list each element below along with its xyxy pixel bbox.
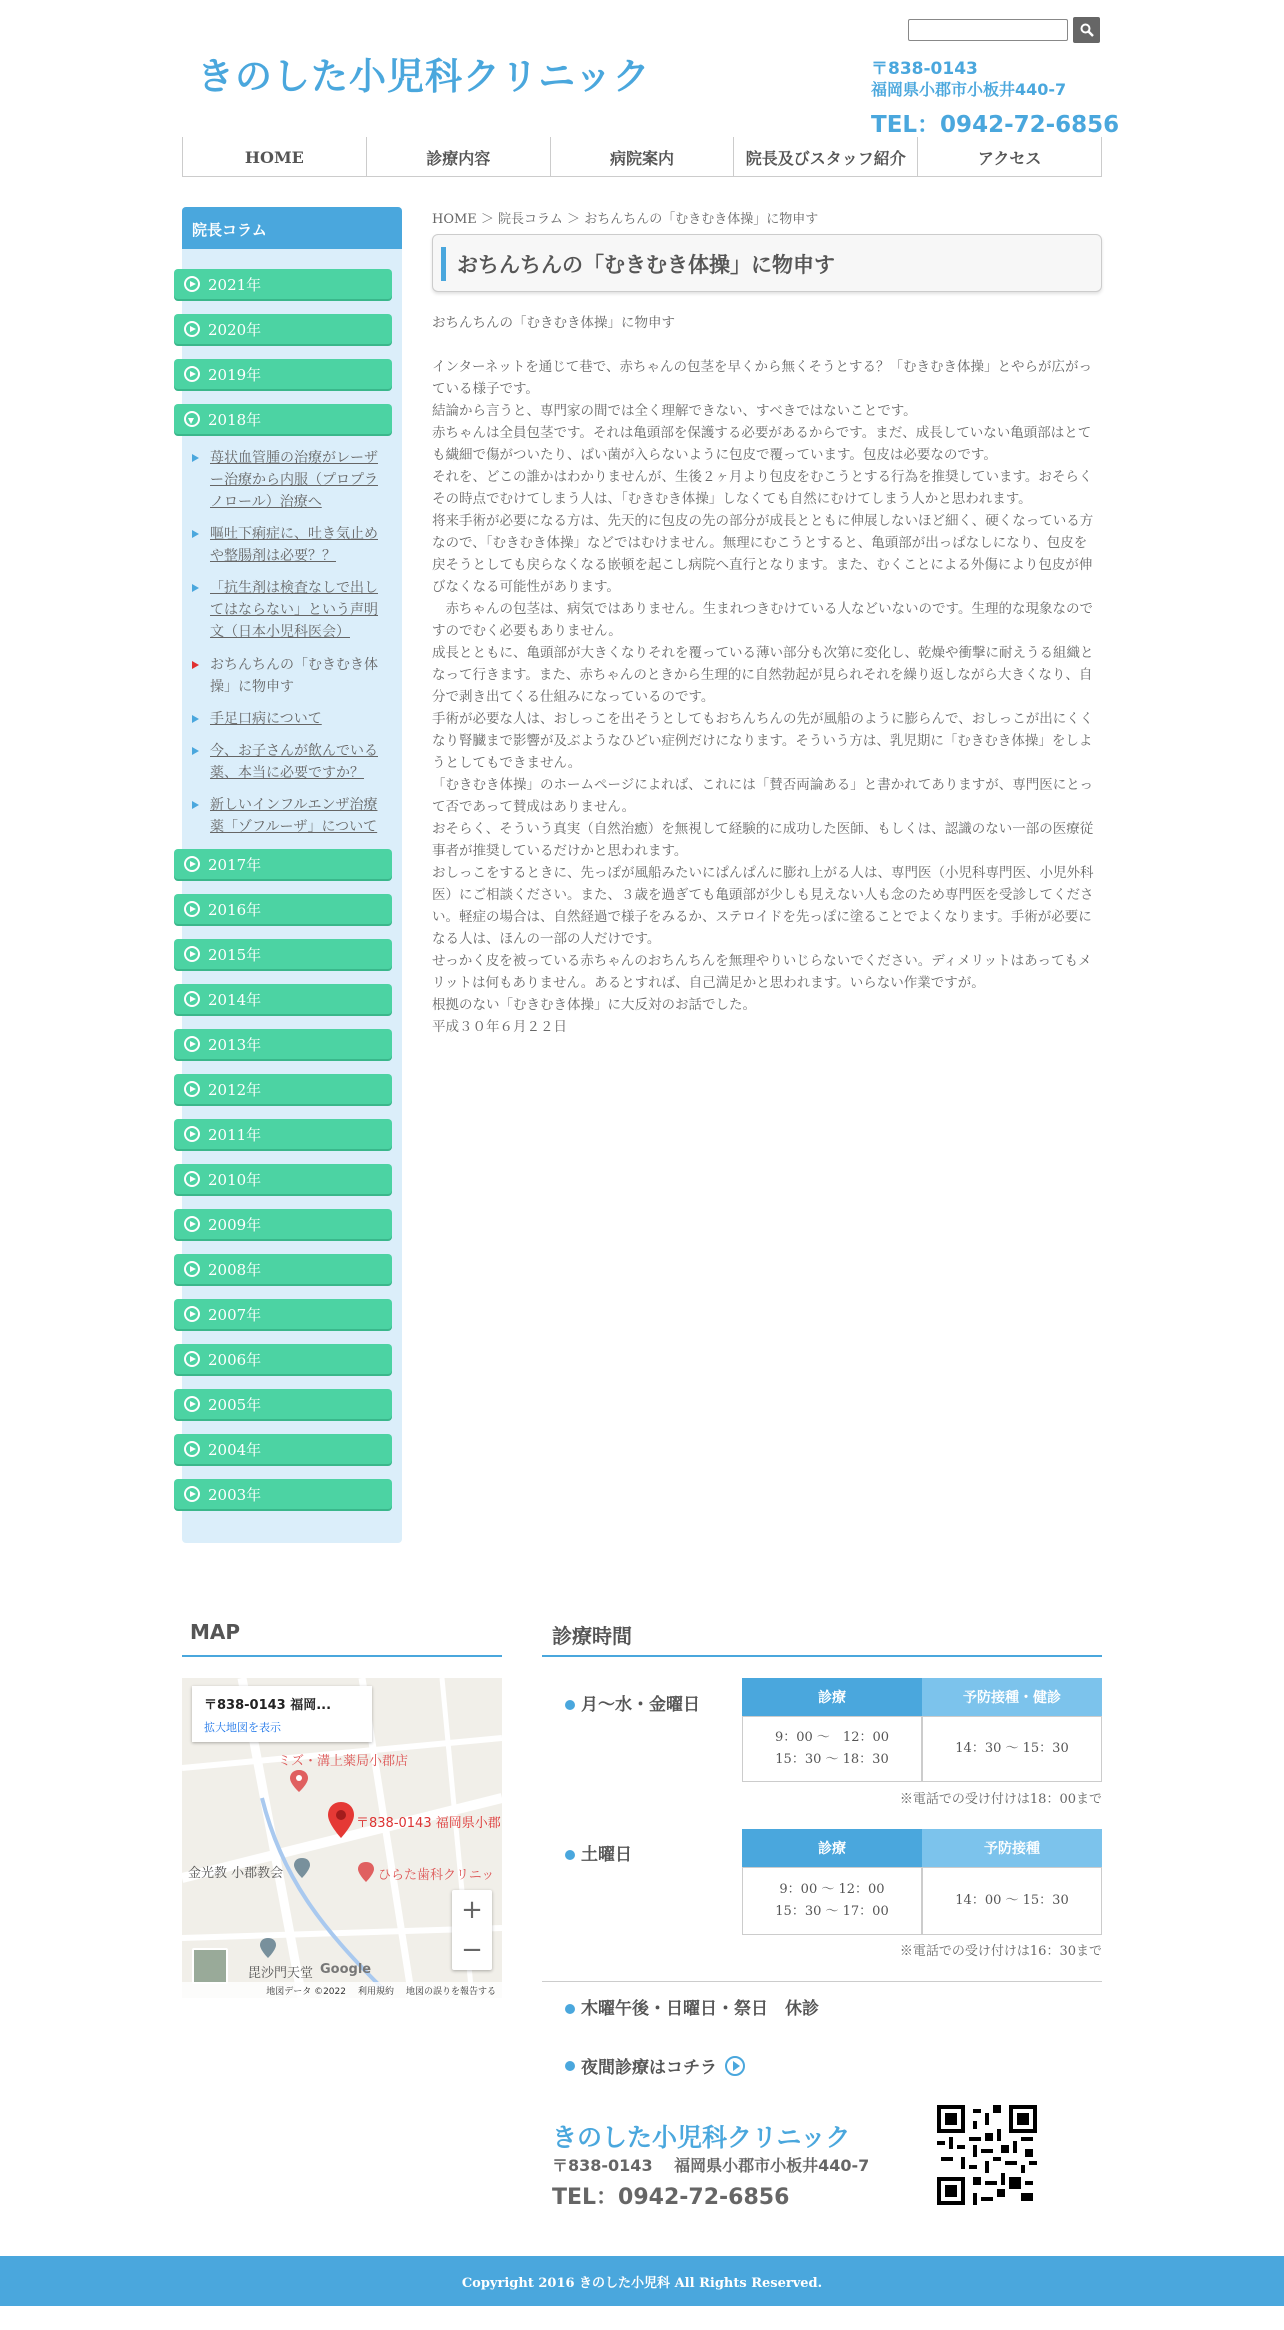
year-2020-button[interactable]: 2020年 [174,314,392,344]
play-circle-icon [184,321,200,337]
church-pin-icon [294,1858,310,1878]
copyright-bar: Copyright 2016 きのした小児科 All Rights Reserved. [0,2256,1284,2306]
play-circle-icon [184,856,200,872]
header-street: 福岡県小郡市小板井440-7 [871,80,1067,99]
dental-pin-icon [358,1862,374,1882]
article-body [432,312,1094,1038]
header-zip: 〒838-0143 [871,59,978,79]
year-2014-button[interactable]: 2014年 [174,984,392,1014]
map-footer [182,1982,502,1998]
year-2017-button[interactable]: 2017年 [174,849,392,879]
article-paragraph: おしっこをするときに、先っぽが風船みたいにぱんぱんに膨れ上がる人は、専門医（小児科専門医、小児外科医）にご相談ください。また、３歳を過ぎても亀頭部が少しも見えない人も念のため専門医を受診してください。軽症の場合は、自然経過で様子をみるか、ステロイドを先っぽに塗ることでよくなります。手術が必要になる人は、ほんの一部の人だけです。 [432,865,1094,947]
play-circle-icon [184,1306,200,1322]
google-logo: Google [320,1962,372,1977]
year-2018-button[interactable]: 2018年 [174,404,392,434]
post-link[interactable]: 今、お子さんが飲んでいる薬、本当に必要ですか？ [190,740,390,784]
triangle-bullet-icon [192,801,199,809]
footer-address: 〒838-0143 福岡県小郡市小板井440-7 [552,2156,870,2175]
post-link[interactable]: 「抗生剤は検査なしで出してはならない」という声明文（日本小児科医会） [190,577,390,643]
triangle-bullet-icon [192,530,199,538]
play-circle-icon [184,1216,200,1232]
triangle-bullet-icon [192,661,199,669]
site-logo[interactable]: きのした小児科クリニック [197,55,651,98]
post-link-current[interactable]: おちんちんの「むきむき体操」に物申す [190,654,390,698]
article-lead: おちんちんの「むきむき体操」に物申す [432,315,675,331]
saturday-vaccination-times: 14：00 ～ 15：30 [922,1867,1102,1935]
map-divider [182,1655,502,1657]
year-2009-button[interactable]: 2009年 [174,1209,392,1239]
shop-pin-icon [290,1770,308,1792]
map-terms-link[interactable]: 利用規約 [357,1986,394,1997]
triangle-bullet-icon [192,715,199,723]
map-label-pharmacy: ミズ・溝上薬局小郡店 [278,1754,409,1769]
weekday-label: 月～水・金曜日 [565,1690,700,1715]
post-link[interactable]: 新しいインフルエンザ治療薬「ゾフルーザ」について [190,794,390,838]
saturday-col-treatment: 診療 [742,1829,922,1867]
saturday-label: 土曜日 [565,1840,632,1865]
breadcrumb[interactable]: HOME ＞ 院長コラム ＞ おちんちんの「むきむき体操」に物申す [432,212,819,227]
hours-divider [542,1655,1102,1657]
weekday-col-vaccination: 予防接種・健診 [922,1678,1102,1716]
article-paragraph: インターネットを通じて巷で、赤ちゃんの包茎を早くから無くそうとする？「むきむき体操」とやらが広がっている様子です。 [432,359,1093,397]
triangle-bullet-icon [192,454,199,462]
map-pin-icon [328,1802,354,1838]
play-circle-icon [184,901,200,917]
weekday-phone-note: ※電話での受け付けは18：00まで [899,1792,1102,1807]
footer-logo: きのした小児科クリニック [552,2123,851,2152]
year-2010-button[interactable]: 2010年 [174,1164,392,1194]
article-paragraph: 赤ちゃんの包茎は、病気ではありません。生まれつきむけている人などいないのです。生理的な現象なのですのでむく必要もありません。 [432,601,1093,639]
weekday-hours-table [742,1678,1102,1782]
article-paragraph: それを、どこの誰かはわかりませんが、生後２ヶ月より包皮をむこうとする行為を推奨しています。おそらくその時点でむけてしまう人は、「むきむき体操」しなくても自然にむけてしまう人かと思われます。 [432,469,1093,507]
zoom-in-button[interactable]: + [461,1895,483,1925]
play-circle-icon [184,366,200,382]
article-date: 平成３０年６月２２日 [432,1019,567,1035]
nav-services[interactable]: 診療内容 [366,137,550,177]
article-title-box [432,234,1102,292]
play-circle-icon [184,1036,200,1052]
year-2005-button[interactable]: 2005年 [174,1389,392,1419]
triangle-bullet-icon [192,747,199,755]
map-label-temple: 毘沙門天堂 [248,1966,314,1981]
map-info-card [192,1686,372,1742]
article-paragraph: 結論から言うと、専門家の間では全く理解できない、すべきではないことです。 [432,403,917,419]
play-circle-icon [184,1171,200,1187]
search-icon [1080,23,1094,37]
temple-pin-icon [260,1938,276,1958]
article-paragraph: 赤ちゃんは全員包茎です。それは亀頭部を保護する必要があるからです。まだ、成長していない亀頭部はとても繊細で傷がついたり、ばい菌が入らないように包皮で覆っています。包皮は必要なのです。 [432,425,1092,463]
year-2013-button[interactable]: 2013年 [174,1029,392,1059]
article-paragraph: 成長とともに、亀頭部が大きくなりそれを覆っている薄い部分も次第に変化し、乾燥や衝撃に耐えうる組織となって行きます。また、赤ちゃんのときから生理的に自然勃起が見られそれを繰り返しながら大きくなり、自分で剥き出てくる仕組みになっているのです。 [432,645,1094,705]
year-2019-button[interactable]: 2019年 [174,359,392,389]
play-circle-icon [184,276,200,292]
year-2004-button[interactable]: 2004年 [174,1434,392,1464]
nav-staff[interactable]: 院長及びスタッフ紹介 [733,137,917,177]
play-circle-icon [184,1081,200,1097]
qr-code-icon [937,2105,1037,2205]
play-circle-icon [725,2056,745,2076]
saturday-col-vaccination: 予防接種 [922,1829,1102,1867]
post-link[interactable]: 苺状血管腫の治療がレーザー治療から内服（プロプラノロール）治療へ [190,447,390,513]
play-circle-icon [184,1441,200,1457]
article-paragraph: せっかく皮を被っている赤ちゃんのおちんちんを無理やりいじらないでください。ディメリットはあってもメリットは何もありません。あるとすれば、自己満足かと思われます。いらない作業ですが。 [432,953,1092,991]
play-circle-icon [184,1261,200,1277]
map-report-link[interactable]: 地図の誤りを報告する [405,1986,496,1997]
map-label-dental: ひらた歯科クリニッ [378,1868,495,1883]
play-circle-icon [184,991,200,1007]
year-2003-button[interactable]: 2003年 [174,1479,392,1509]
article-paragraph: おそらく、そういう真実（自然治癒）を無視して経験的に成功した医師、もしくは、認識のない一部の医療従事者が推奨しているだけかと思われます。 [432,821,1094,859]
sidebar-heading: 院長コラム [182,207,402,249]
nav-home[interactable]: HOME [182,137,366,177]
year-2016-button[interactable]: 2016年 [174,894,392,924]
post-link[interactable]: 嘔吐下痢症に、吐き気止めや整腸剤は必要？？ [190,523,390,567]
map-heading: MAP [190,1620,241,1644]
header-address [871,58,1119,139]
post-link[interactable]: 手足口病について [190,708,390,730]
year-2007-button[interactable]: 2007年 [174,1299,392,1329]
search-button[interactable] [1073,17,1100,43]
zoom-out-button[interactable]: − [461,1935,483,1965]
saturday-hours-table [742,1829,1102,1935]
saturday-phone-note: ※電話での受け付けは16：30まで [899,1944,1102,1959]
article-paragraph: 手術が必要な人は、おしっこを出そうとしてもおちんちんの先が風船のように膨らんで、おしっこが出にくくなり腎臓まで影響が及ぶようなひどい症例だけになります。そういう方は、乳児期に「むきむき体操」をしようとしてもできません。 [432,711,1094,771]
weekday-vaccination-times: 14：30 ～ 15：30 [922,1716,1102,1782]
map-enlarge-link[interactable]: 拡大地図を表示 [204,1721,281,1734]
site-header [0,0,1284,140]
sidebar [182,207,402,1543]
chevron-down-circle-icon [184,411,200,427]
play-circle-icon [184,1351,200,1367]
play-circle-icon [184,1396,200,1412]
saturday-treatment-times: 9：00 ～ 12：00 15：30 ～ 17：00 [742,1867,922,1935]
hours-heading: 診療時間 [552,1624,632,1648]
satellite-toggle[interactable] [192,1948,228,1984]
article-paragraph: 将来手術が必要になる方は、先天的に包皮の先の部分が成長とともに伸展しないほど細く、硬くなっている方なので、「むきむき体操」などではむけません。無理にむこうとすると、亀頭部が出っぱなしになり、包皮を戻そうとしても戻らなくなる嵌頓を起こし病院へ直行となります。また、むくことによる外傷により包皮が伸びなくなる可能性があります。 [432,513,1094,595]
map-label-pin: 〒838-0143 福岡県小郡 [356,1816,501,1831]
nav-clinic-info[interactable]: 病院案内 [550,137,734,177]
year-2012-button[interactable]: 2012年 [174,1074,392,1104]
night-clinic-link[interactable]: 夜間診療はコチラ [565,2053,745,2078]
map-zoom-control [452,1890,492,1970]
hours-separator [542,1981,1102,1982]
header-tel[interactable]: TEL：0942-72-6856 [871,112,1120,138]
nav-access[interactable]: アクセス [917,137,1102,177]
year-2008-button[interactable]: 2008年 [174,1254,392,1284]
map-data-credit: 地図データ ©2022 [266,1986,346,1997]
article-paragraph: 根拠のない「むきむき体操」に大反対のお話でした。 [432,997,756,1013]
map-info-title: 〒838-0143 福岡... [204,1698,332,1713]
triangle-bullet-icon [192,584,199,592]
weekday-treatment-times: 9：00 ～ 12：00 15：30 ～ 18：30 [742,1716,922,1782]
search-input[interactable] [908,19,1068,41]
year-2015-button[interactable]: 2015年 [174,939,392,969]
weekday-col-treatment: 診療 [742,1678,922,1716]
play-circle-icon [184,1126,200,1142]
page-title: おちんちんの「むきむき体操」に物申す [457,252,835,277]
footer-tel: TEL：0942-72-6856 [552,2185,790,2210]
title-accent-bar [441,247,446,281]
google-map[interactable] [182,1678,502,1998]
year-2011-button[interactable]: 2011年 [174,1119,392,1149]
year-2021-button[interactable]: 2021年 [174,269,392,299]
play-circle-icon [184,946,200,962]
play-circle-icon [184,1486,200,1502]
map-label-church: 金光教 小郡教会 [188,1866,284,1881]
article-paragraph: 「むきむき体操」のホームページによれば、これには「賛否両論ある」と書かれてありますが、専門医にとって否であって賛成はありません。 [432,777,1093,815]
year-2006-button[interactable]: 2006年 [174,1344,392,1374]
main-nav [182,137,1102,177]
closed-days: 木曜午後・日曜日・祭日 休診 [565,1994,819,2019]
